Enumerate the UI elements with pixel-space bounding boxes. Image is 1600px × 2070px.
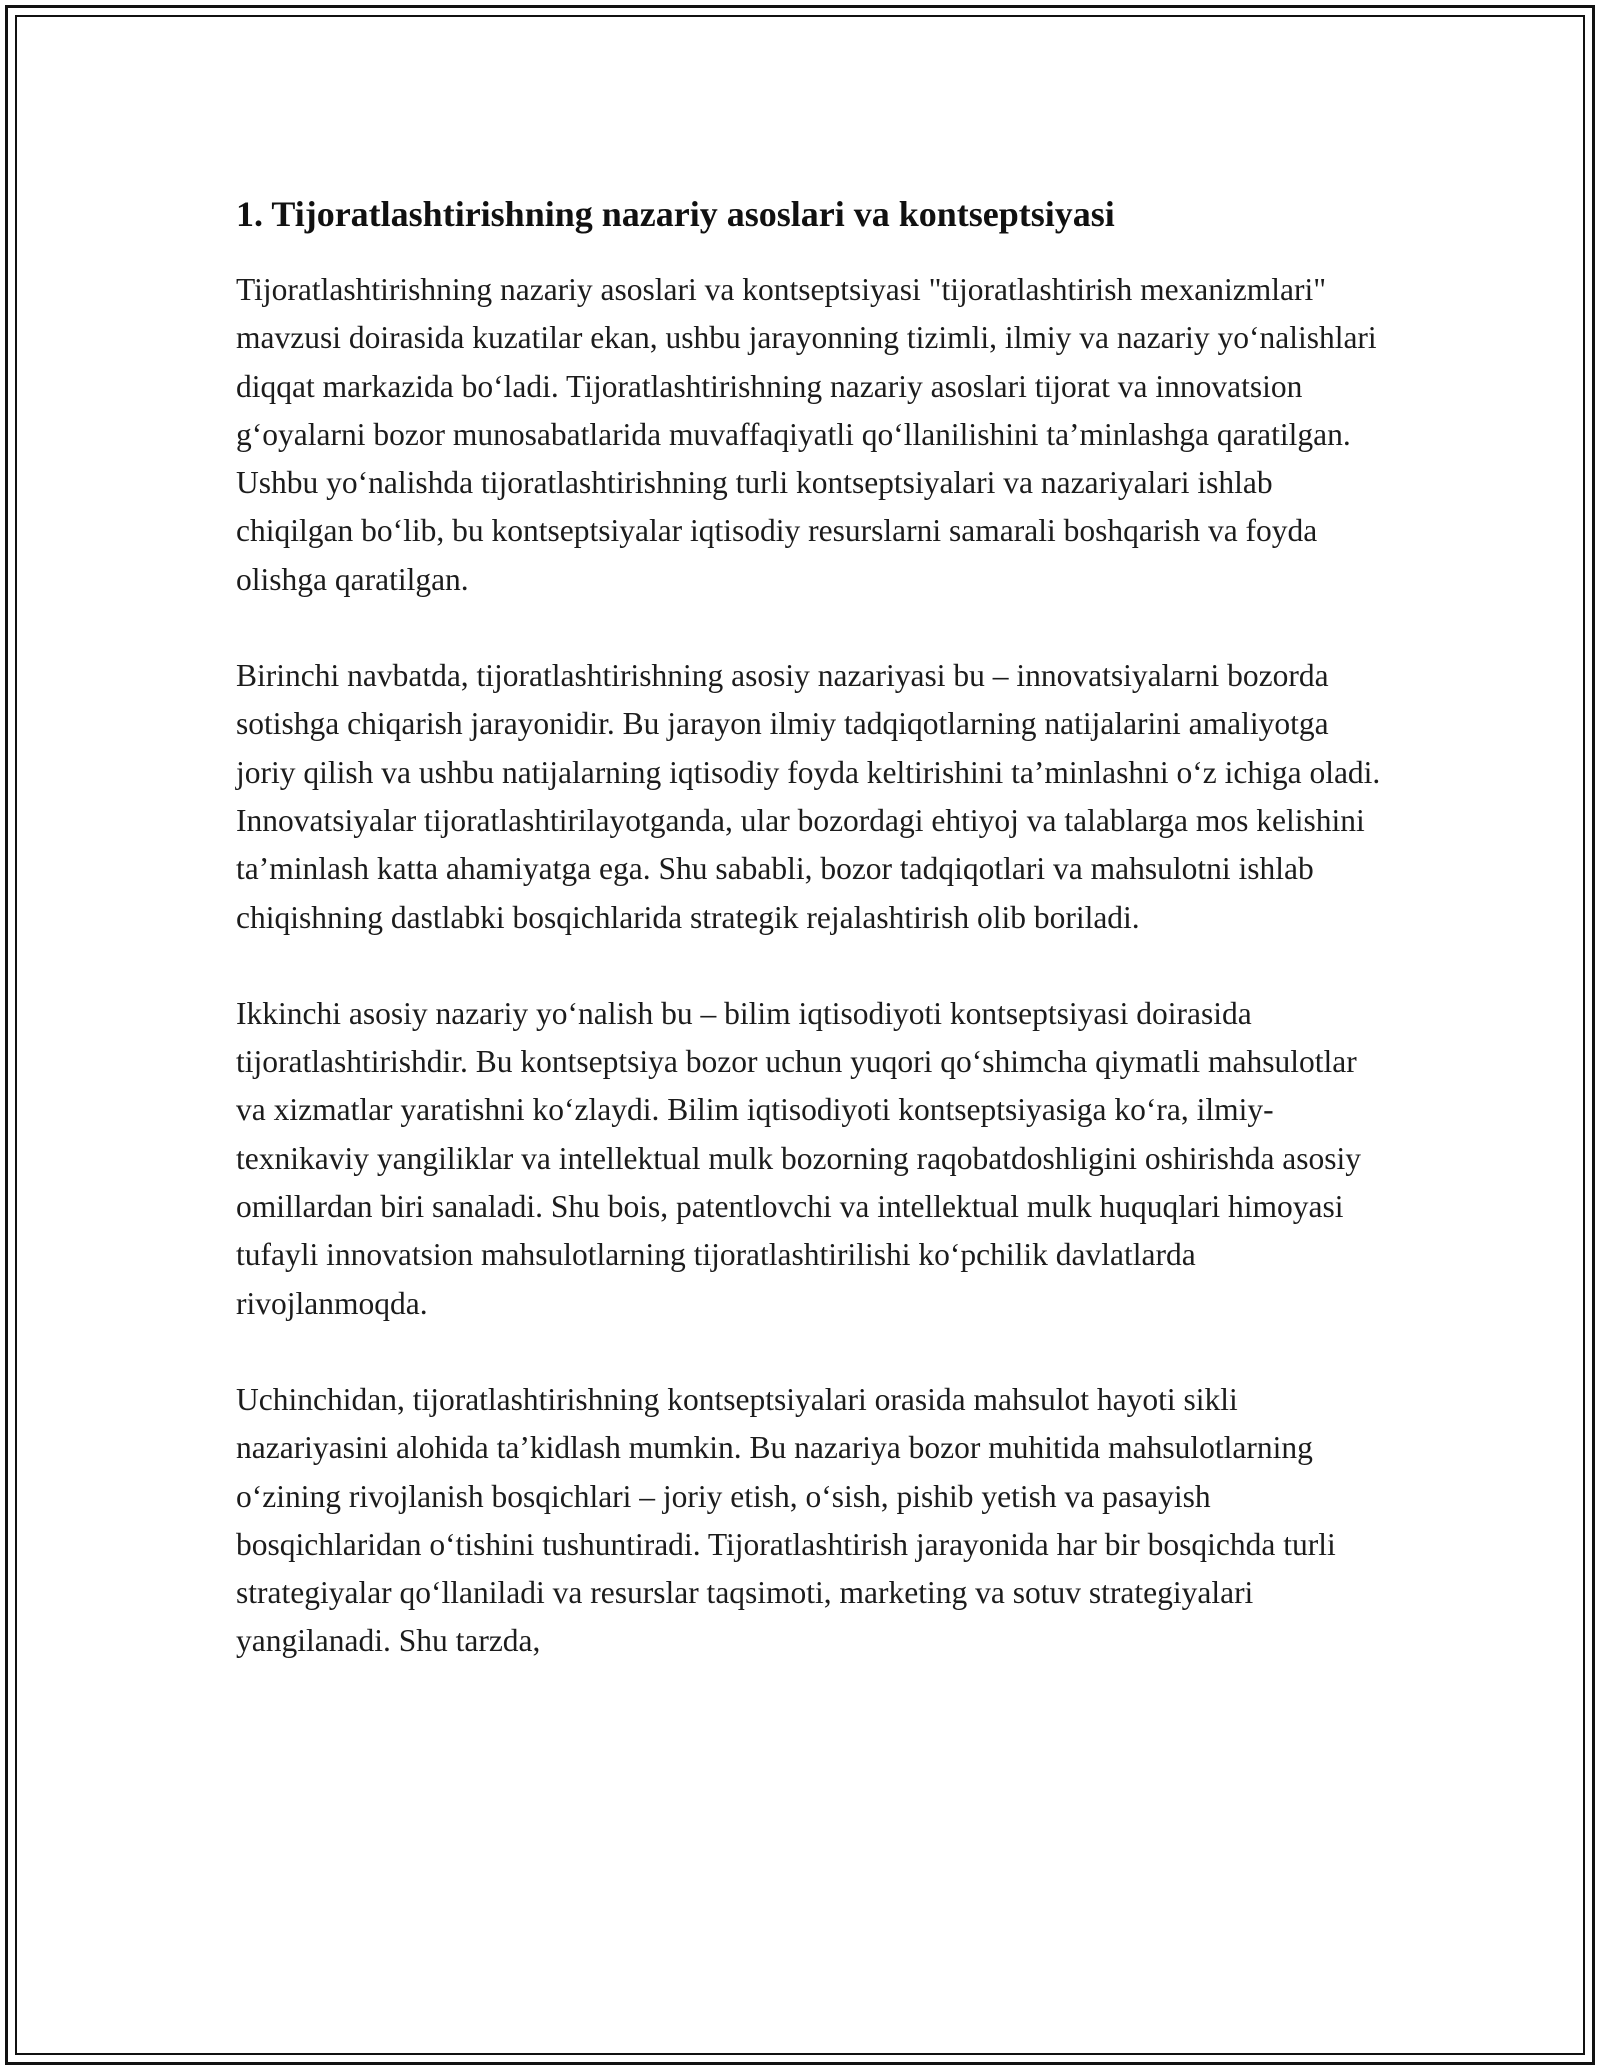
paragraph-2: Birinchi navbatda, tijoratlashtirishning asosiy nazariyasi bu – innovatsiyalarni bozorda sotishga chiqarish jarayonidir. Bu jarayon ilmiy tadqiqotlarning natijalarini amaliyotga joriy qilish va ushbu natijalarning iqtisodiy foyda keltirishini ta’minlashni o‘z ichiga oladi. Innovatsiyalar tijoratlashtirilayotganda, ular bozordagi ehtiyoj va talablarga mos kelishini ta’minlash katta ahamiyatga ega. Shu sababli, bozor tadqiqotlari va mahsulotni ishlab chiqishning dastlabki bosqichlarida strategik rejalashtirish olib boriladi.: [236, 658, 1381, 935]
paragraph-1: Tijoratlashtirishning nazariy asoslari va kontseptsiyasi "tijoratlashtirish mexanizmlari" mavzusi doirasida kuzatilar ekan, ushbu jarayonning tizimli, ilmiy va nazariy yo‘nalishlari diqqat markazida bo‘ladi. Tijoratlashtirishning nazariy asoslari tijorat va innovatsion g‘oyalarni bozor munosabatlarida muvaffaqiyatli qo‘llanilishini ta’minlashga qaratilgan. Ushbu yo‘nalishda tijoratlashtirishning turli kontseptsiyalari va nazariyalari ishlab chiqilgan bo‘lib, bu kontseptsiyalar iqtisodiy resurslarni samarali boshqarish va foyda olishga qaratilgan.: [236, 272, 1377, 597]
section-heading: 1. Tijoratlashtirishning nazariy asoslari va kontseptsiyasi: [236, 194, 1115, 234]
paragraph-4: Uchinchidan, tijoratlashtirishning kontseptsiyalari orasida mahsulot hayoti sikli nazariyasini alohida ta’kidlash mumkin. Bu nazariya bozor muhitida mahsulotlarning o‘zining rivojlanish bosqichlari – joriy etish, o‘sish, pishib yetish va pasayish bosqichlaridan o‘tishini tushuntiradi. Tijoratlashtirish jarayonida har bir bosqichda turli strategiyalar qo‘llaniladi va resurslar taqsimoti, marketing va sotuv strategiyalari yangilanadi. Shu tarzda,: [236, 1381, 1336, 1659]
document-body: [236, 188, 1386, 1714]
paragraph-3: Ikkinchi asosiy nazariy yo‘nalish bu – bilim iqtisodiyoti kontseptsiyasi doirasida tijoratlashtirishdir. Bu kontseptsiya bozor uchun yuqori qo‘shimcha qiymatli mahsulotlar va xizmatlar yaratishni ko‘zlaydi. Bilim iqtisodiyoti kontseptsiyasiga ko‘ra, ilmiy-texnikaviy yangiliklar va intellektual mulk bozorning raqobatdoshligini oshirishda asosiy omillardan biri sanaladi. Shu bois, patentlovchi va intellektual mulk huquqlari himoyasi tufayli innovatsion mahsulotlarning tijoratlashtirilishi ko‘pchilik davlatlarda rivojlanmoqda.: [236, 995, 1362, 1321]
